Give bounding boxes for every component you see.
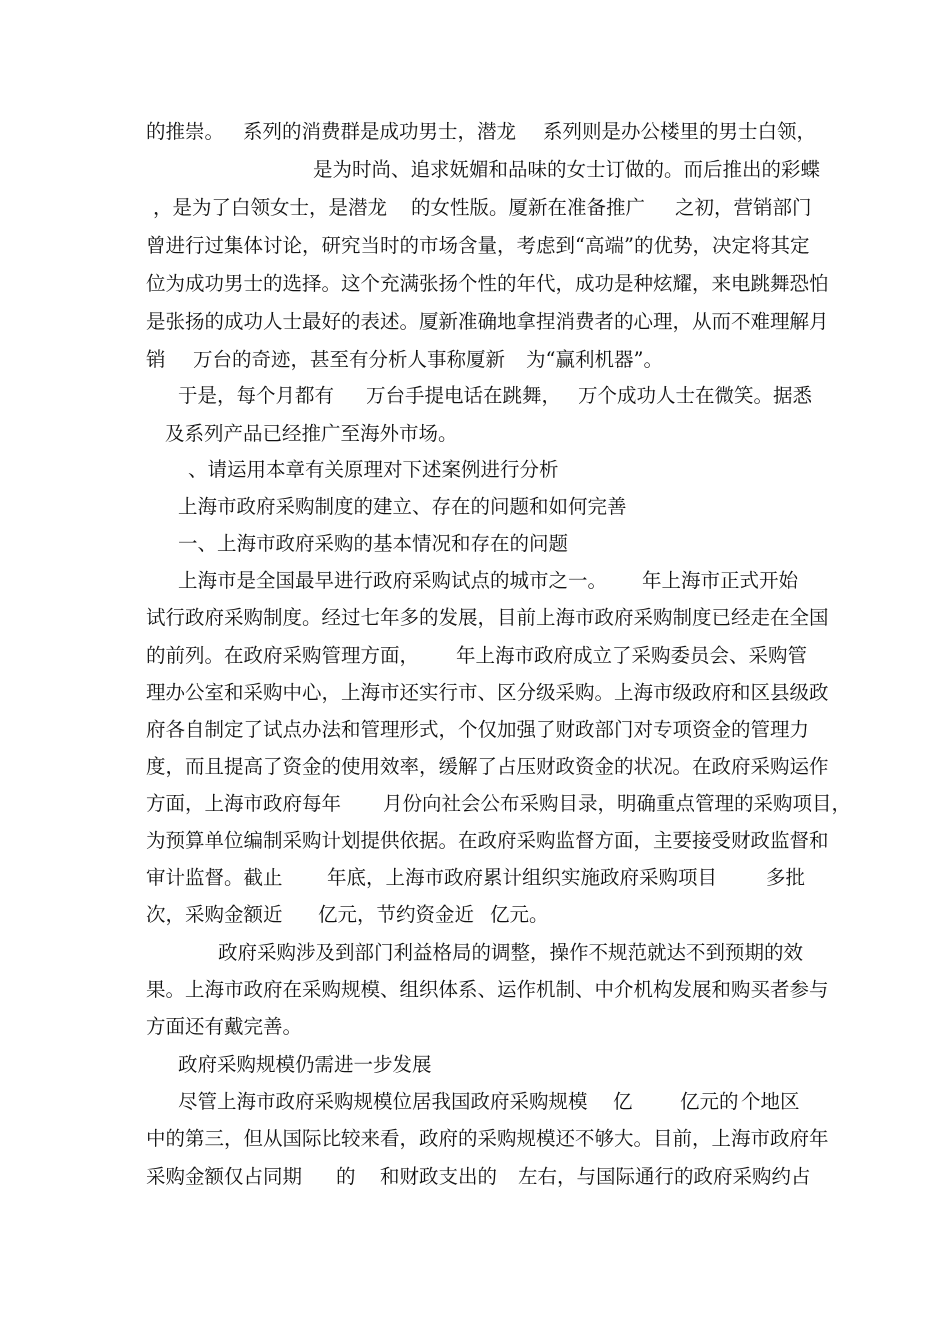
- text-fragment: 及系列产品已经推广至海外市场。: [165, 422, 458, 445]
- text-fragment: 的前列。在政府采购管理方面，: [146, 644, 420, 667]
- text-fragment: 方面，上海市政府每年: [146, 792, 342, 815]
- text-line: [0, 114, 950, 150]
- text-fragment: ，是为了白领女士，是潜龙: [153, 196, 388, 219]
- text-line: [0, 152, 950, 188]
- text-fragment: 之初，营销部门: [675, 196, 812, 219]
- text-fragment: 果。上海市政府在采购规模、组织体系、运作机制、中介机构发展和购买者参与: [146, 978, 829, 1001]
- text-fragment: 、请运用本章有关原理对下述案例进行分析: [188, 458, 559, 481]
- text-fragment: 的推崇。: [146, 120, 225, 143]
- text-fragment: 一、上海市政府采购的基本情况和存在的问题: [178, 532, 569, 555]
- text-fragment: 位为成功男士的选择。这个充满张扬个性的年代，成功是种炫耀，来电跳舞恐怕: [146, 272, 829, 295]
- text-fragment: 政府采购规模仍需进一步发展: [178, 1053, 432, 1076]
- text-line: [0, 638, 950, 674]
- text-fragment: 方面还有戴完善。: [146, 1015, 303, 1038]
- text-fragment: 度，而且提高了资金的使用效率，缓解了占压财政资金的状况。在政府采购运作: [146, 755, 829, 778]
- text-fragment: 万台的奇迹，甚至有分析人事称厦新: [193, 348, 506, 371]
- text-line: [0, 600, 950, 636]
- text-fragment: 年上海市正式开始: [642, 569, 799, 592]
- text-fragment: 多批: [766, 866, 806, 889]
- text-line: [0, 897, 950, 933]
- text-fragment: 上海市政府采购制度的建立、存在的问题和如何完善: [178, 495, 627, 518]
- text-fragment: 左右，与国际通行的政府采购约占: [518, 1165, 811, 1188]
- text-fragment: 上海市是全国最早进行政府采购试点的城市之一。: [178, 569, 608, 592]
- text-fragment: 系列则是办公楼里的男士白领，: [543, 120, 817, 143]
- text-line: [0, 489, 950, 525]
- text-fragment: 是张扬的成功人士最好的表述。厦新准确地拿捏消费者的心理，从而不难理解月: [146, 310, 829, 333]
- text-line: [0, 266, 950, 302]
- text-fragment: 亿元的: [680, 1090, 739, 1113]
- text-fragment: 次，采购金额近: [146, 903, 283, 926]
- text-line: [0, 378, 950, 414]
- text-fragment: 曾进行过集体讨论，研究当时的市场含量，考虑到“高端”的优势，决定将其定: [146, 234, 810, 257]
- text-line: [0, 1009, 950, 1045]
- text-line: [0, 749, 950, 785]
- text-line: [0, 526, 950, 562]
- text-fragment: 政府采购涉及到部门利益格局的调整，操作不规范就达不到预期的效: [218, 941, 804, 964]
- text-fragment: 亿元，节约资金近: [318, 903, 475, 926]
- text-fragment: 系列的消费群是成功男士，潜龙: [243, 120, 517, 143]
- text-fragment: 个地区: [741, 1090, 800, 1113]
- text-fragment: 尽管上海市政府采购规模位居我国政府采购规模: [178, 1090, 588, 1113]
- text-fragment: 是为时尚、追求妩媚和品味的女士订做的。而后推出的彩蝶: [313, 158, 821, 181]
- text-line: [0, 1047, 950, 1083]
- text-line: [0, 563, 950, 599]
- text-line: [0, 935, 950, 971]
- text-line: [0, 416, 950, 452]
- text-fragment: 采购金额仅占同期: [146, 1165, 303, 1188]
- text-line: [0, 675, 950, 711]
- text-fragment: 亿元。: [490, 903, 549, 926]
- text-fragment: 为预算单位编制采购计划提供依据。在政府采购监督方面，主要接受财政监督和: [146, 829, 829, 852]
- text-fragment: 审计监督。截止: [146, 866, 283, 889]
- text-fragment: 中的第三，但从国际比较来看，政府的采购规模还不够大。目前，上海市政府年: [146, 1127, 829, 1150]
- text-fragment: 销: [146, 348, 166, 371]
- text-line: [0, 1121, 950, 1157]
- text-line: [0, 304, 950, 340]
- text-fragment: 亿: [613, 1090, 633, 1113]
- text-fragment: 的女性版。厦新在准备推广: [411, 196, 646, 219]
- text-line: [0, 1159, 950, 1195]
- text-fragment: 理办公室和采购中心，上海市还实行市、区分级采购。上海市级政府和区县级政: [146, 681, 829, 704]
- text-fragment: 月份向社会公布采购目录，明确重点管理的采购项目，: [383, 792, 852, 815]
- text-line: [0, 712, 950, 748]
- text-fragment: 年上海市政府成立了采购委员会、采购管: [456, 644, 808, 667]
- text-fragment: 试行政府采购制度。经过七年多的发展，目前上海市政府采购制度已经走在全国: [146, 606, 829, 629]
- text-line: [0, 786, 950, 822]
- text-fragment: 为“赢利机器”。: [526, 348, 663, 371]
- text-fragment: 万个成功人士在微笑。据悉: [578, 384, 813, 407]
- text-line: [0, 1084, 950, 1120]
- text-line: [0, 860, 950, 896]
- text-fragment: 和财政支出的: [380, 1165, 498, 1188]
- text-line: [0, 190, 950, 226]
- text-line: [0, 972, 950, 1008]
- text-fragment: 的: [336, 1165, 356, 1188]
- text-line: [0, 342, 950, 378]
- text-fragment: 万台手提电话在跳舞，: [366, 384, 562, 407]
- text-line: [0, 228, 950, 264]
- text-fragment: 年底，上海市政府累计组织实施政府采购项目: [327, 866, 718, 889]
- text-fragment: 府各自制定了试点办法和管理形式，个仅加强了财政部门对专项资金的管理力: [146, 718, 810, 741]
- text-line: [0, 452, 950, 488]
- text-fragment: 于是，每个月都有: [178, 384, 335, 407]
- text-line: [0, 823, 950, 859]
